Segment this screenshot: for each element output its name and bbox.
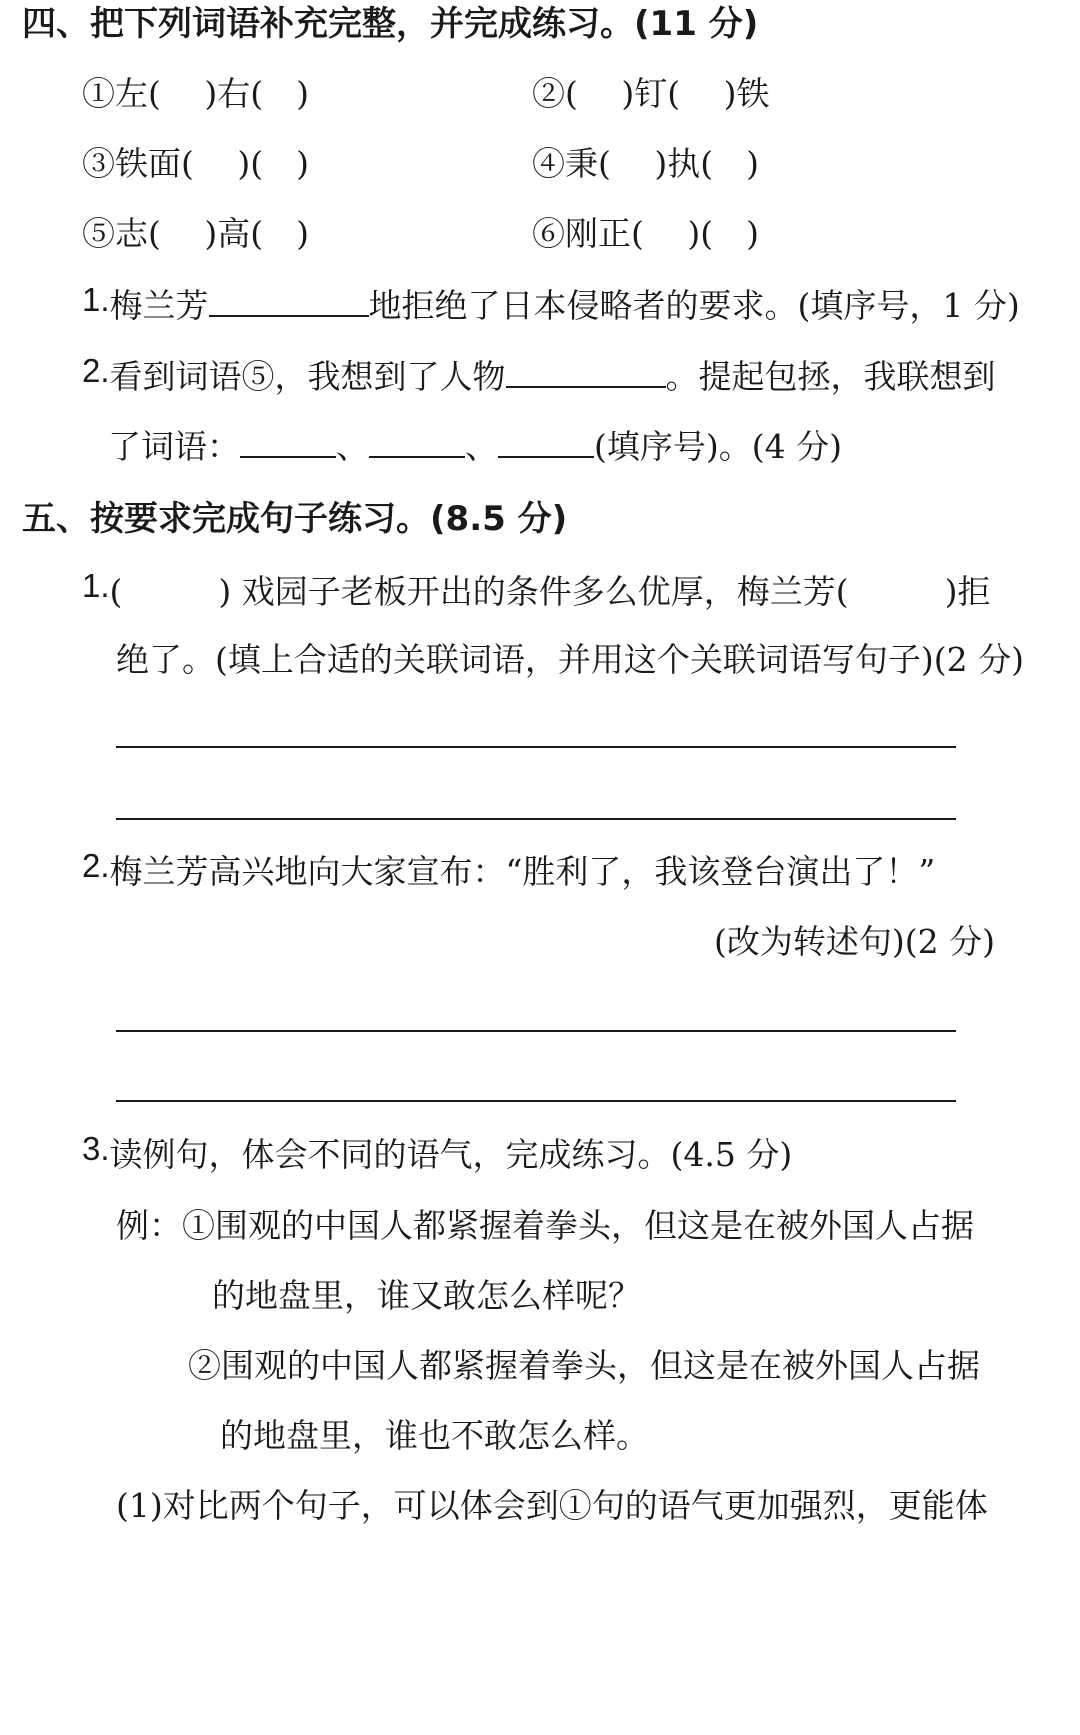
question-text: 梅兰芳高兴地向大家宣布：“胜利了，我该登台演出了！” <box>109 852 936 891</box>
paren-open: ( <box>109 572 123 611</box>
question-number: 2. <box>82 847 110 884</box>
question-5-3-title <box>82 1130 793 1177</box>
question-text-end: )拒 <box>944 572 991 611</box>
question-5-1-line-1 <box>82 567 991 614</box>
separator: 、 <box>465 427 498 466</box>
section-5-title: 五、按要求完成句子练习。(8.5 分) <box>22 499 568 539</box>
question-4-2-line-2 <box>108 425 842 469</box>
answer-blank-word-3[interactable] <box>498 426 594 458</box>
question-5-2-line-2: (改为转述句)(2 分) <box>714 922 995 961</box>
example-sentence-1: ①围观的中国人都紧握着拳头，但这是在被外国人占据 <box>182 1206 974 1245</box>
question-text-before: 梅兰芳 <box>109 286 209 325</box>
example-line-3: ②围观的中国人都紧握着拳头，但这是在被外国人占据 <box>188 1346 980 1385</box>
question-5-2-line-1 <box>82 847 936 894</box>
question-4-2-line-1 <box>82 352 996 399</box>
question-text-after: 。提起包拯，我联想到 <box>665 357 996 396</box>
word-item-5: ⑤志( )高( ) <box>82 214 309 253</box>
question-number: 1. <box>82 281 110 318</box>
question-4-1 <box>82 281 1020 328</box>
answer-blank-person[interactable] <box>506 356 666 388</box>
word-item-4: ④秉( )执( ) <box>532 144 759 183</box>
question-text-before: 了词语： <box>108 427 240 466</box>
question-number: 1. <box>82 567 110 604</box>
answer-blank-word-2[interactable] <box>369 426 465 458</box>
section-4-title: 四、把下列词语补充完整，并完成练习。(11 分) <box>22 4 759 44</box>
question-5-1-line-2: 绝了。(填上合适的关联词语，并用这个关联词语写句子)(2 分) <box>116 640 1024 679</box>
word-item-2: ②( )钉( )铁 <box>532 74 770 113</box>
separator: 、 <box>336 427 369 466</box>
answer-line[interactable] <box>116 1030 956 1032</box>
sub-question-1: (1)对比两个句子，可以体会到①句的语气更加强烈，更能体 <box>116 1486 988 1525</box>
word-item-6: ⑥刚正( )( ) <box>532 214 759 253</box>
answer-line[interactable] <box>116 1100 956 1102</box>
question-text-after: (填序号)。(4 分) <box>594 427 842 466</box>
answer-line[interactable] <box>116 746 956 748</box>
question-text-after: 地拒绝了日本侵略者的要求。(填序号，1 分) <box>368 286 1020 325</box>
answer-blank-word-1[interactable] <box>240 426 336 458</box>
word-item-3: ③铁面( )( ) <box>82 144 309 183</box>
answer-blank[interactable] <box>209 285 369 317</box>
example-line-4: 的地盘里，谁也不敢怎么样。 <box>220 1416 649 1455</box>
question-number: 3. <box>82 1130 110 1167</box>
question-number: 2. <box>82 352 110 389</box>
example-label: 例： <box>116 1206 182 1245</box>
question-text: 读例句，体会不同的语气，完成练习。(4.5 分) <box>109 1135 793 1174</box>
answer-line[interactable] <box>116 818 956 820</box>
example-line-2: 的地盘里，谁又敢怎么样呢？ <box>212 1276 641 1315</box>
question-text: ) 戏园子老板开出的条件多么优厚，梅兰芳( <box>218 572 849 611</box>
example-line-1 <box>116 1204 974 1248</box>
question-text-before: 看到词语⑤，我想到了人物 <box>109 357 506 396</box>
word-item-1: ①左( )右( ) <box>82 74 309 113</box>
